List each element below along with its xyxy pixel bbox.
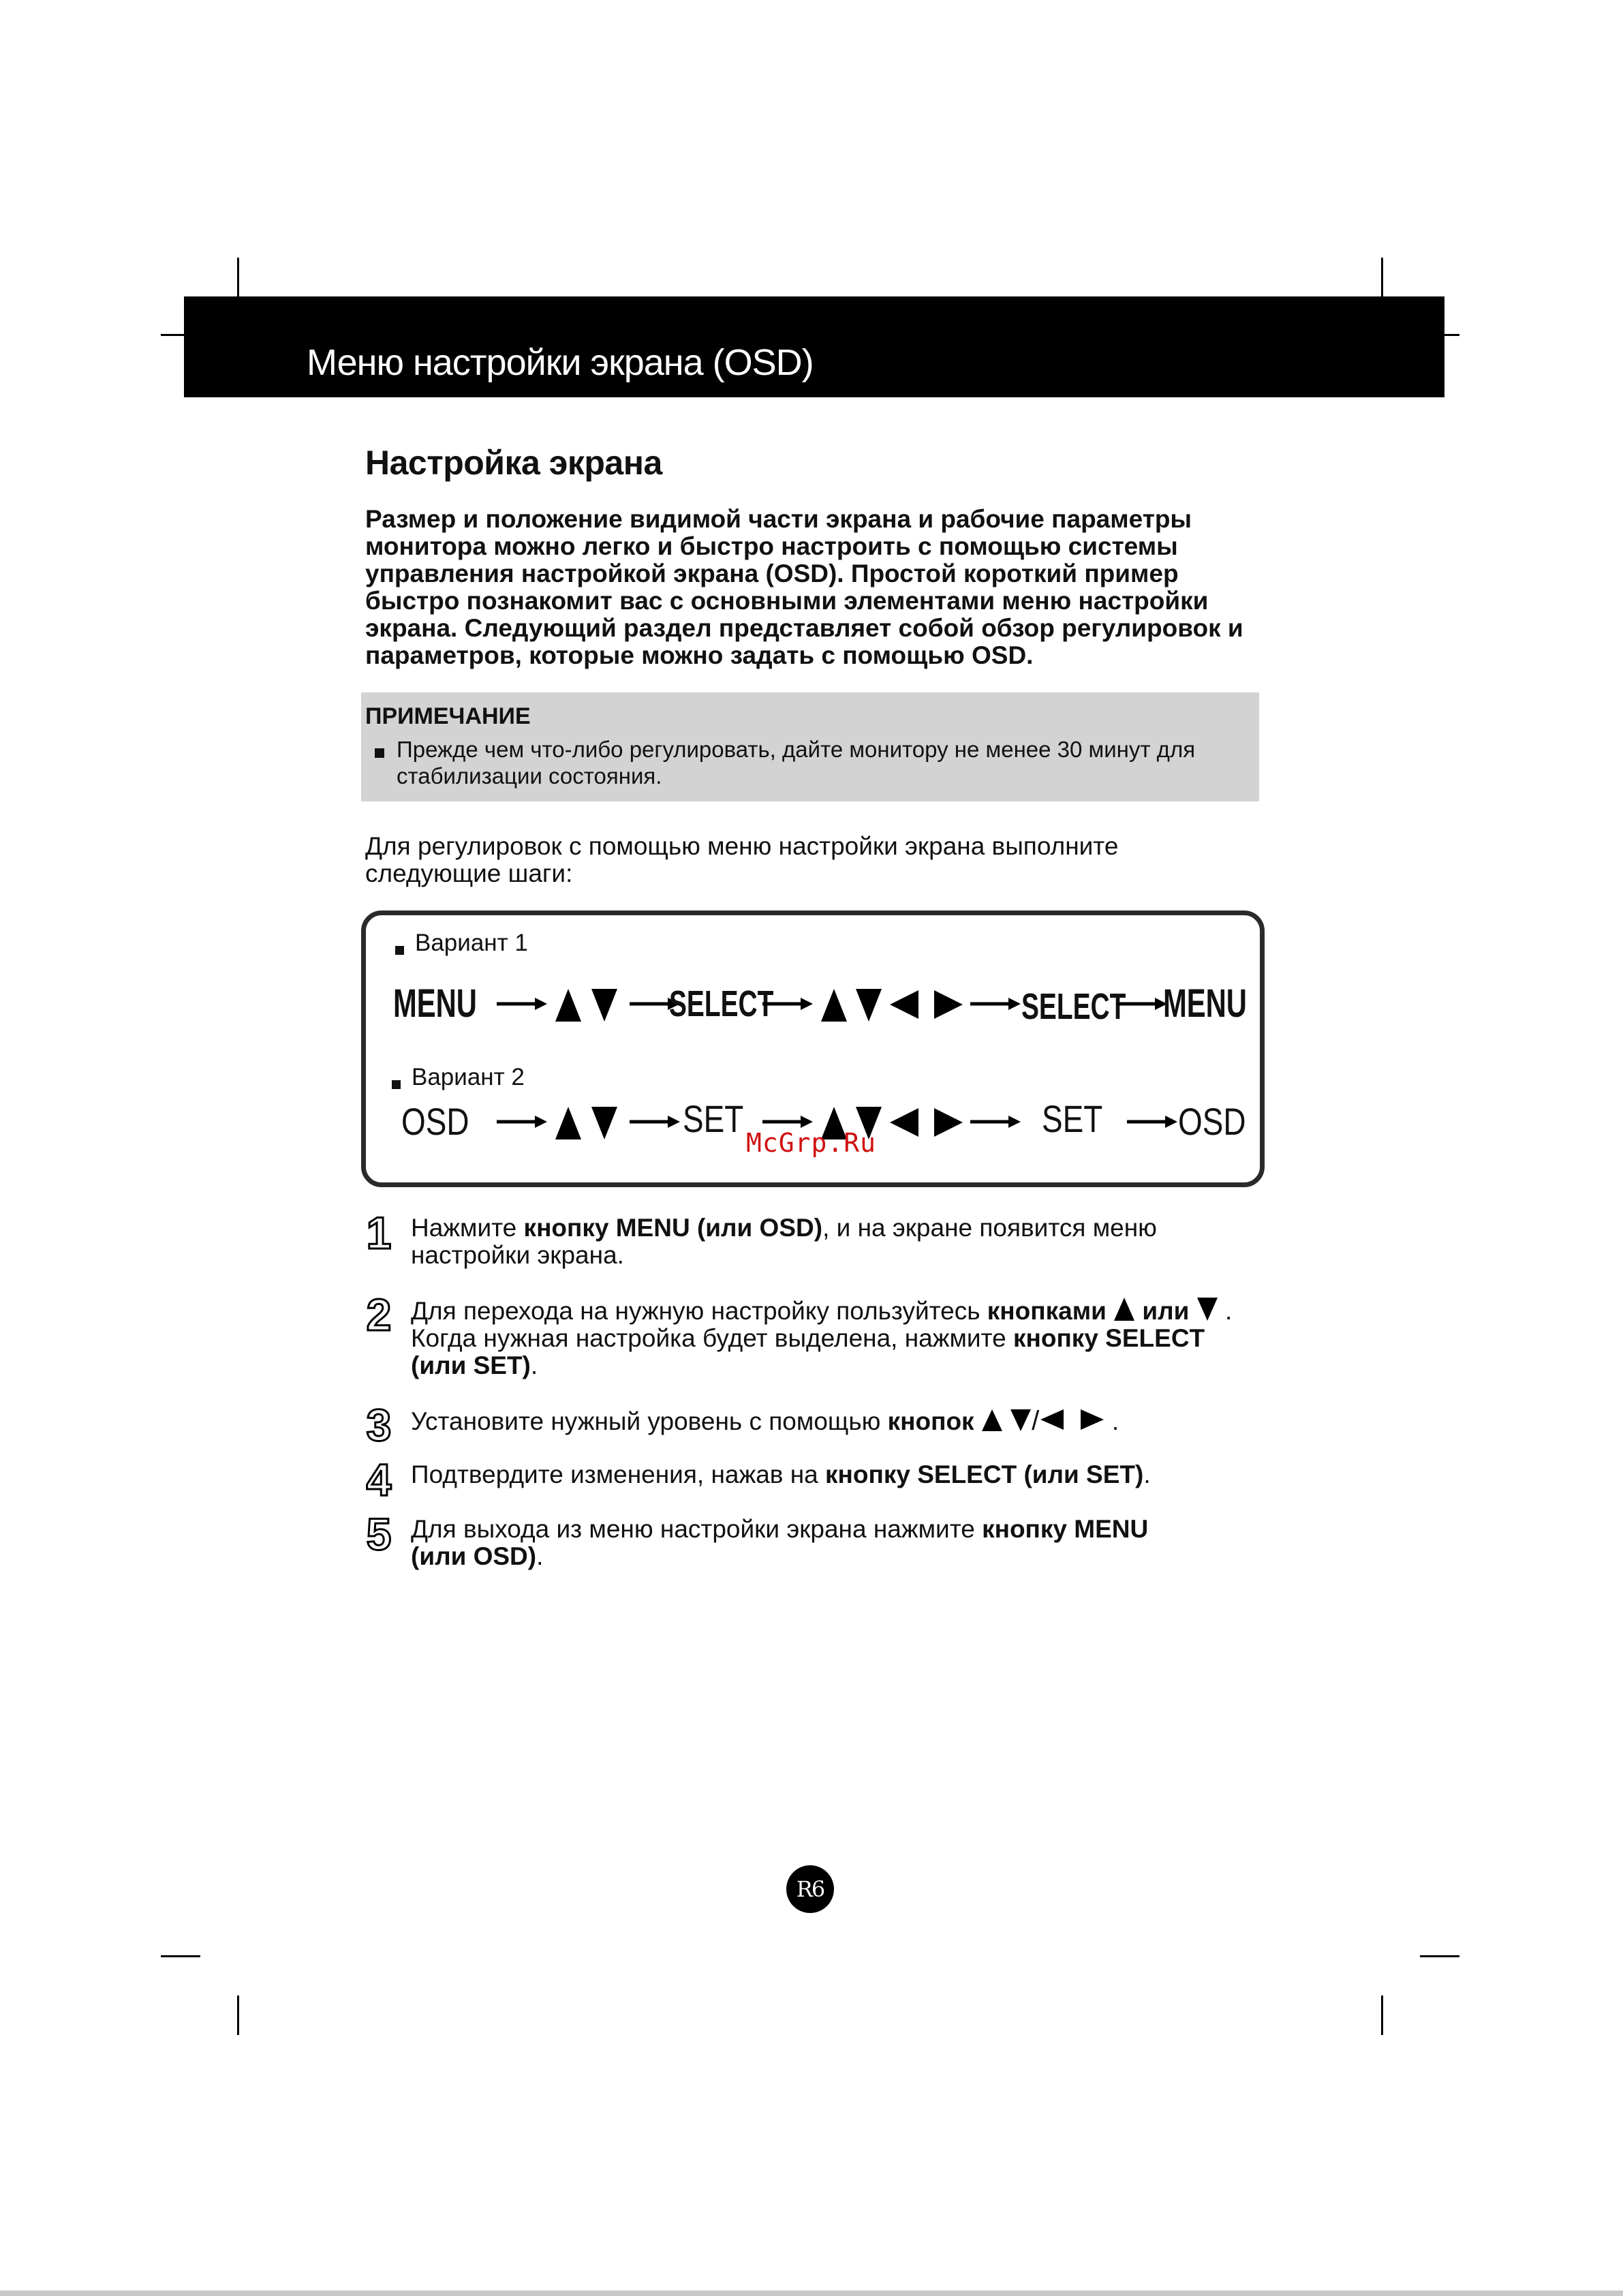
select-key: SELECT bbox=[1021, 986, 1126, 1027]
page-header-title: Меню настройки экрана (OSD) bbox=[307, 342, 814, 383]
arrow-right-icon bbox=[969, 1095, 1023, 1149]
triangle-down-icon bbox=[854, 977, 884, 1031]
watermark: McGrp.Ru bbox=[746, 1128, 877, 1158]
triangle-right-icon bbox=[1079, 1407, 1105, 1433]
arrow-right-icon bbox=[761, 977, 816, 1031]
intro-paragraph: Размер и положение видимой части экрана и рабочие параметры монитора можно легко и быстро настроить с помощью системы управления настройкой экрана (OSD). Простой короткий пример быстро познакомит вас с основными элементами меню настройки экрана. Следующий раздел представляет собой обзор регулировок и параметров, которые можно задать с помощью OSD. bbox=[365, 505, 1243, 669]
menu-key: MENU bbox=[1163, 981, 1247, 1026]
note-heading: ПРИМЕЧАНИЕ bbox=[365, 703, 531, 729]
osd-key: OSD bbox=[1178, 1100, 1246, 1143]
set-key: SET bbox=[683, 1097, 744, 1140]
step-text: Установите нужный уровень с помощью кнопок / . bbox=[411, 1406, 1119, 1436]
crop-mark bbox=[161, 1955, 200, 1957]
arrow-right-icon bbox=[1126, 1095, 1180, 1149]
section-title: Настройка экрана bbox=[365, 444, 662, 482]
triangle-up-icon bbox=[819, 977, 849, 1031]
step-text: Подтвердите изменения, нажав на кнопку SELECT (или SET). bbox=[411, 1460, 1151, 1488]
variant-1-label: Вариант 1 bbox=[415, 930, 528, 956]
set-key: SET bbox=[1042, 1097, 1103, 1140]
step-text: Нажмите кнопку MENU (или OSD), и на экране появится меню настройки экрана. bbox=[411, 1214, 1157, 1269]
step-number: 5 bbox=[366, 1509, 392, 1559]
step-number: 2 bbox=[366, 1289, 392, 1340]
bullet-icon bbox=[392, 1080, 401, 1089]
note-text: Прежде чем что-либо регулировать, дайте монитору не менее 30 минут для стабилизации состояния. bbox=[397, 737, 1196, 789]
header-bar bbox=[184, 296, 1444, 397]
step-number: 1 bbox=[366, 1208, 392, 1258]
crop-mark bbox=[237, 258, 239, 297]
crop-mark bbox=[237, 1995, 239, 2035]
arrow-right-icon bbox=[495, 977, 550, 1031]
variant-1-sequence bbox=[393, 977, 1247, 1031]
triangle-up-icon bbox=[981, 1407, 1003, 1433]
bullet-icon bbox=[395, 946, 404, 955]
triangle-down-icon bbox=[589, 977, 619, 1031]
steps-intro: Для регулировок с помощью меню настройки экрана выполните следующие шаги: bbox=[365, 832, 1119, 887]
crop-mark bbox=[1381, 258, 1383, 297]
variant-2-label: Вариант 2 bbox=[412, 1064, 525, 1090]
triangle-right-icon bbox=[931, 977, 965, 1031]
page-number-badge: R6 bbox=[786, 1865, 834, 1913]
triangle-right-icon bbox=[931, 1095, 965, 1149]
note-box bbox=[361, 692, 1259, 801]
triangle-down-icon bbox=[1010, 1407, 1032, 1433]
step-number: 4 bbox=[366, 1454, 392, 1505]
select-key: SELECT bbox=[669, 983, 774, 1024]
arrow-right-icon bbox=[969, 977, 1023, 1031]
triangle-up-icon bbox=[553, 1095, 583, 1149]
bottom-rule bbox=[0, 2291, 1623, 2296]
arrow-right-icon bbox=[495, 1095, 550, 1149]
step-text: Для выхода из меню настройки экрана нажмите кнопку MENU (или OSD). bbox=[411, 1515, 1149, 1570]
triangle-left-icon bbox=[1039, 1407, 1065, 1433]
arrow-right-icon bbox=[628, 1095, 683, 1149]
arrow-right-icon bbox=[1115, 977, 1170, 1031]
triangle-left-icon bbox=[887, 1095, 921, 1149]
menu-key: MENU bbox=[393, 981, 477, 1026]
bullet-icon bbox=[375, 748, 384, 758]
triangle-up-icon bbox=[1113, 1296, 1135, 1322]
step-number: 3 bbox=[366, 1400, 392, 1450]
crop-mark bbox=[1420, 1955, 1459, 1957]
triangle-left-icon bbox=[887, 977, 921, 1031]
crop-mark bbox=[1381, 1995, 1383, 2035]
triangle-up-icon bbox=[553, 977, 583, 1031]
triangle-down-icon bbox=[1196, 1296, 1218, 1322]
osd-key: OSD bbox=[401, 1100, 469, 1143]
step-text: Для перехода на нужную настройку пользуйтесь кнопками или . Когда нужная настройка будет выделена, нажмите кнопку SELECT (или SET). bbox=[411, 1297, 1233, 1379]
triangle-down-icon bbox=[589, 1095, 619, 1149]
